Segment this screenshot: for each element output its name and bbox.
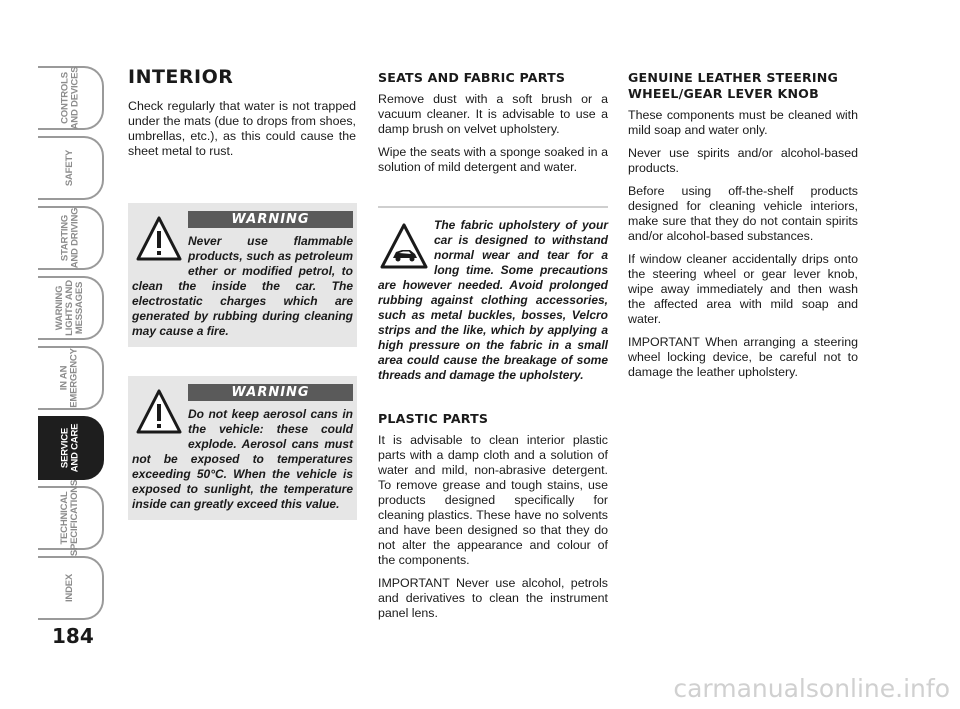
tab-label: SERVICE AND CARE — [58, 423, 80, 473]
note-text: The fabric upholstery of your car is designed to withstand normal wear and tear for a long time. Some precautions are however needed. Avoid prolonged rubbing against clothing accessories, such as metal buckles, bosses, Velcro strips and the like, which by applying a high pressure on the fabric in a small area could cause the breakage of some threads and damage the upholstery. — [378, 218, 608, 382]
section-heading: SEATS AND FABRIC PARTS — [378, 70, 566, 85]
paragraph: It is advisable to clean interior plastic parts with a damp cloth and a solution of water and mild, non-abrasive detergent. To remove grease and tough stains, use products designed specifically for cleaning plastics. These have no solvents and have been designed so that they do not alter the appearance and colour of the components. — [378, 433, 608, 567]
fabric-note — [378, 206, 608, 383]
paragraph: These components must be cleaned with mild soap and water only. — [628, 108, 858, 137]
warning-box-flammable — [128, 203, 357, 347]
tab-label: CONTROLS AND DEVICES — [58, 66, 80, 130]
tab-label: TECHNICAL SPECIFICATIONS — [59, 479, 81, 557]
tab-in-an-emergency[interactable] — [38, 346, 104, 410]
tab-label: SAFETY — [64, 149, 75, 187]
tab-label: IN AN EMERGENCY — [59, 348, 80, 408]
warning-box-aerosol — [128, 376, 357, 520]
tab-technical-specifications[interactable] — [38, 479, 104, 557]
tab-warning-lights[interactable] — [38, 276, 104, 340]
warning-label: WARNING — [188, 211, 353, 228]
paragraph: IMPORTANT Never use alcohol, petrols and derivatives to clean the instrument panel lens. — [378, 576, 608, 620]
section-heading: PLASTIC PARTS — [378, 411, 489, 426]
warning-triangle-icon — [136, 215, 182, 263]
leather-section — [628, 70, 858, 388]
tab-starting-and-driving[interactable] — [38, 206, 104, 270]
paragraph: Before using off-the-shelf products designed for cleaning vehicle interiors, make sure that they do not contain spirits and/or alcohol-based substances. — [628, 184, 858, 243]
paragraph: Never use spirits and/or alcohol-based products. — [628, 146, 858, 175]
section-title: INTERIOR — [128, 66, 234, 88]
page-number: 184 — [52, 624, 94, 648]
plastic-section — [378, 411, 608, 629]
seats-section — [378, 70, 608, 183]
tab-service-and-care[interactable] — [38, 416, 104, 480]
tab-index[interactable] — [38, 556, 104, 620]
paragraph: Check regularly that water is not trapped under the mats (due to drops from shoes, umbrellas, etc.), as this could cause the sheet metal to rust. — [128, 99, 356, 158]
warning-text: Do not keep aerosol cans in the vehicle: these could explode. Aerosol cans must not be exposed to temperatures exceeding 50°C. When the vehicle is exposed to sunlight, the temperature inside can greatly exceed this value. — [132, 407, 353, 511]
paragraph: Remove dust with a soft brush or a vacuum cleaner. It is advisable to use a damp brush on velvet upholstery. — [378, 92, 608, 136]
tab-label: INDEX — [63, 573, 75, 603]
section-heading: GENUINE LEATHER STEERING WHEEL/GEAR LEVER KNOB — [628, 70, 839, 101]
watermark: carmanualsonline.info — [673, 674, 950, 703]
paragraph: IMPORTANT When arranging a steering wheel locking device, be careful not to damage the leather upholstery. — [628, 335, 858, 379]
warning-triangle-icon — [136, 388, 182, 436]
paragraph: Wipe the seats with a sponge soaked in a solution of mild detergent and water. — [378, 145, 608, 174]
warning-label: WARNING — [188, 384, 353, 401]
tab-controls-and-devices[interactable] — [38, 66, 104, 130]
tab-label: STARTING AND DRIVING — [58, 207, 80, 269]
car-warning-triangle-icon — [380, 222, 428, 270]
tab-label: WARNING LIGHTS AND MESSAGES — [53, 280, 85, 336]
interior-section — [128, 66, 356, 167]
tab-safety[interactable] — [38, 136, 104, 200]
paragraph: If window cleaner accidentally drips onto the steering wheel or gear lever knob, wipe away immediately and then wash the affected area with mild soap and water. — [628, 252, 858, 326]
warning-text: Never use flammable products, such as petroleum ether or modified petrol, to clean the inside the car. The electrostatic charges which are generated by rubbing during cleaning may cause a fire. — [132, 234, 353, 338]
